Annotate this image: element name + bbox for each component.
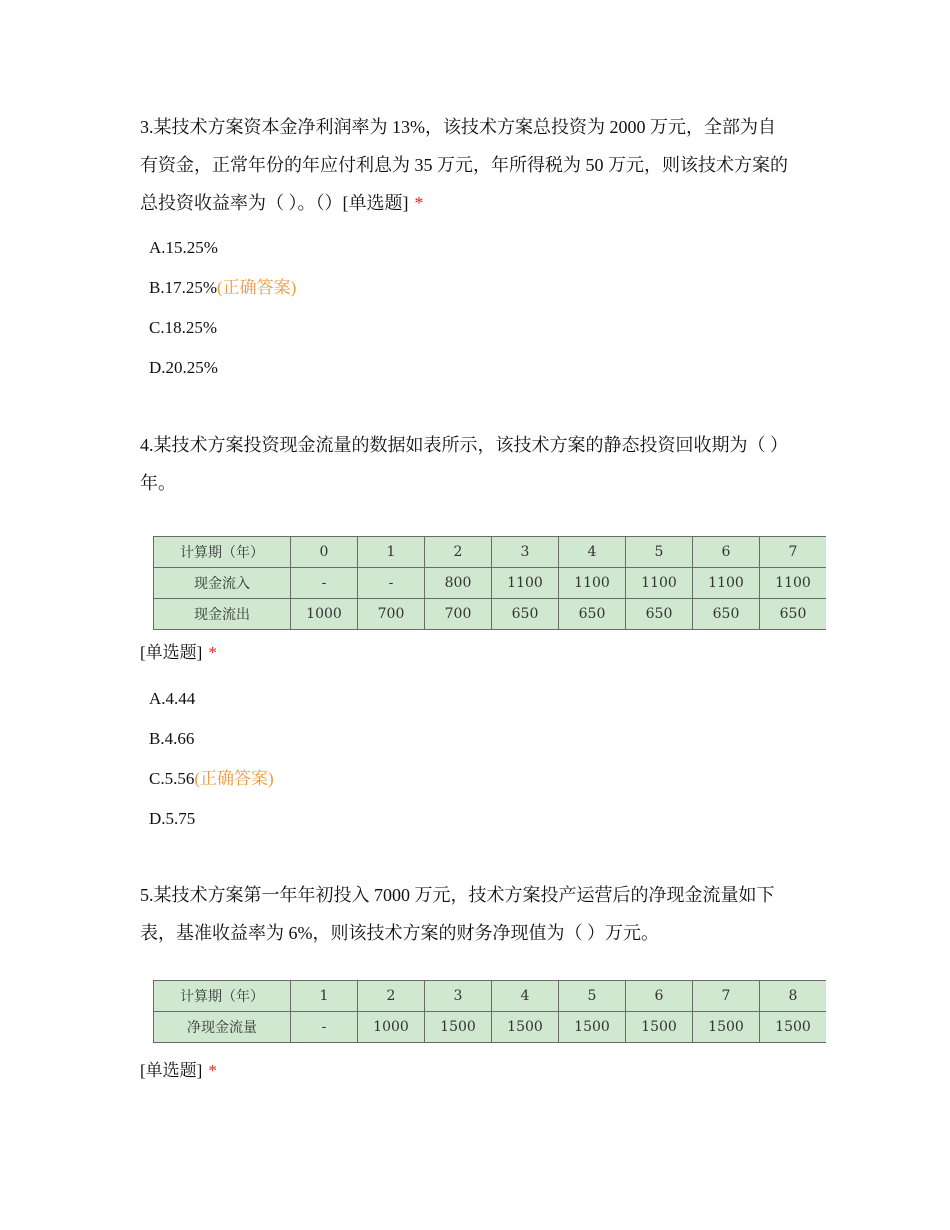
option-label: A.15.25% — [149, 238, 218, 257]
option-label: C.5.56 — [149, 769, 195, 788]
table-cell: 1100 — [693, 568, 760, 599]
q4-option-a[interactable] — [149, 687, 195, 711]
table-header-row — [154, 537, 827, 568]
table-row — [154, 599, 827, 630]
option-label: D.20.25% — [149, 358, 218, 377]
table-cell: - — [358, 568, 425, 599]
table-cell: 6 — [693, 537, 760, 568]
q4-cashflow-table — [153, 536, 826, 630]
correct-answer-note: (正确答案) — [217, 278, 297, 297]
q5-net-cashflow-table — [153, 980, 826, 1043]
table-cell: 650 — [626, 599, 693, 630]
q4-option-d[interactable] — [149, 807, 195, 831]
table-cell: - — [291, 568, 358, 599]
table-cell: 1500 — [425, 1012, 492, 1043]
table-cell: 0 — [291, 537, 358, 568]
table-cell: 650 — [693, 599, 760, 630]
question-5-line-2: 表，基准收益率为 6%，则该技术方案的财务净现值为（ ）万元。 — [140, 923, 659, 943]
q3-option-b[interactable] — [149, 276, 296, 300]
table-cell: 1100 — [559, 568, 626, 599]
question-type-label: [单选题] — [140, 1061, 203, 1080]
question-3-text — [140, 108, 820, 222]
table-cell: 现金流出 — [154, 599, 291, 630]
q3-option-d[interactable] — [149, 356, 218, 380]
table-cell: 净现金流量 — [154, 1012, 291, 1043]
option-label: B.4.66 — [149, 729, 195, 748]
table-cell: 800 — [425, 568, 492, 599]
table-cell: 6 — [626, 981, 693, 1012]
table-cell: 1500 — [760, 1012, 827, 1043]
required-mark: * — [208, 643, 217, 662]
table-cell: 5 — [626, 537, 693, 568]
option-label: A.4.44 — [149, 689, 196, 708]
correct-answer-note: (正确答案) — [194, 769, 274, 788]
table-cell: 1100 — [626, 568, 693, 599]
question-5-text — [140, 876, 820, 952]
question-4-text — [140, 426, 820, 502]
question-3-line-3-text: 总投资收益率为（ ）。（）[单选题] — [140, 193, 409, 213]
question-3-line-2: 有资金，正常年份的年应付利息为 35 万元，年所得税为 50 万元，则该技术方案的 — [140, 155, 788, 175]
q3-option-c[interactable] — [149, 316, 217, 340]
table-cell: 现金流入 — [154, 568, 291, 599]
table-cell: 1100 — [492, 568, 559, 599]
table-cell: 4 — [492, 981, 559, 1012]
table-cell: 2 — [425, 537, 492, 568]
q4-option-c[interactable] — [149, 767, 274, 791]
table-cell: 1500 — [693, 1012, 760, 1043]
table-cell: 2 — [358, 981, 425, 1012]
question-4-line-2: 年。 — [140, 473, 176, 493]
question-type-label: [单选题] — [140, 643, 203, 662]
table-cell: 1500 — [626, 1012, 693, 1043]
question-5-line-1: 5.某技术方案第一年年初投入 7000 万元，技术方案投产运营后的净现金流量如下 — [140, 885, 775, 905]
table-row — [154, 568, 827, 599]
table-cell: - — [291, 1012, 358, 1043]
table-cell: 3 — [492, 537, 559, 568]
question-3-line-3 — [140, 184, 820, 222]
table-cell: 7 — [693, 981, 760, 1012]
q4-option-b[interactable] — [149, 727, 194, 751]
table-cell: 7 — [760, 537, 827, 568]
question-3-line-1: 3.某技术方案资本金净利润率为 13%，该技术方案总投资为 2000 万元，全部为自 — [140, 117, 776, 137]
table-cell: 1 — [291, 981, 358, 1012]
q3-option-a[interactable] — [149, 236, 218, 260]
table-cell: 650 — [559, 599, 626, 630]
q5-question-type-tag — [140, 1059, 217, 1083]
table-cell: 3 — [425, 981, 492, 1012]
table-cell: 计算期（年） — [154, 981, 291, 1012]
table-cell: 计算期（年） — [154, 537, 291, 568]
option-label: D.5.75 — [149, 809, 196, 828]
q4-question-type-tag — [140, 641, 217, 665]
table-cell: 5 — [559, 981, 626, 1012]
table-row — [154, 1012, 827, 1043]
required-mark: * — [414, 193, 424, 213]
table-cell: 1100 — [760, 568, 827, 599]
option-label: B.17.25% — [149, 278, 217, 297]
table-cell: 1 — [358, 537, 425, 568]
question-4-line-1: 4.某技术方案投资现金流量的数据如表所示，该技术方案的静态投资回收期为（ ） — [140, 435, 788, 455]
table-cell: 1500 — [559, 1012, 626, 1043]
table-cell: 700 — [358, 599, 425, 630]
table-cell: 8 — [760, 981, 827, 1012]
table-cell: 650 — [760, 599, 827, 630]
option-label: C.18.25% — [149, 318, 217, 337]
table-cell: 1500 — [492, 1012, 559, 1043]
required-mark: * — [208, 1061, 217, 1080]
table-cell: 4 — [559, 537, 626, 568]
table-header-row — [154, 981, 827, 1012]
table-cell: 1000 — [358, 1012, 425, 1043]
table-cell: 1000 — [291, 599, 358, 630]
table-cell: 650 — [492, 599, 559, 630]
table-cell: 700 — [425, 599, 492, 630]
